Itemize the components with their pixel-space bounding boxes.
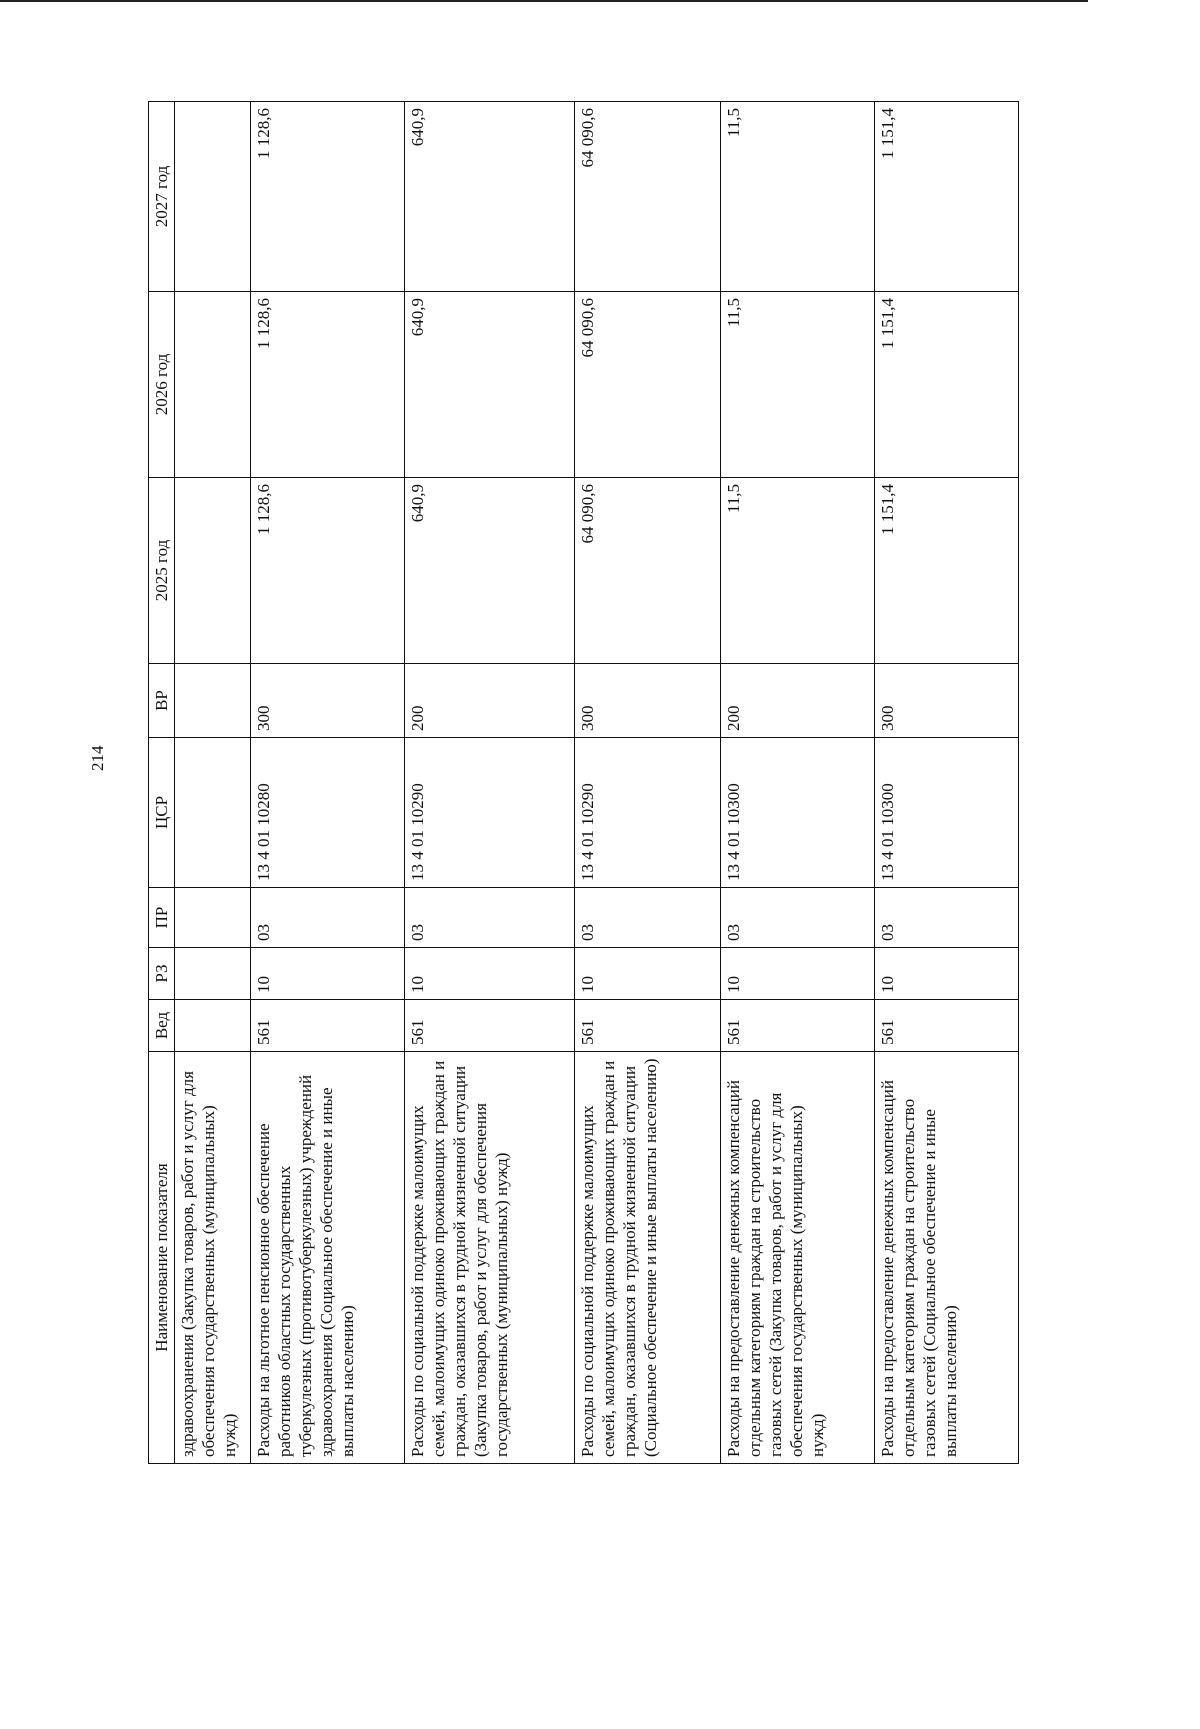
- cell-pr: 03: [251, 888, 405, 948]
- cell-vr: 200: [405, 664, 575, 738]
- budget-table-wrapper: [148, 102, 1018, 1464]
- cell-ved: 561: [575, 1000, 721, 1052]
- cell-name: здравоохранения (Закупка товаров, работ и услуг для обеспечения государственных (муниципальных) нужд): [175, 1052, 251, 1464]
- col-header-name: Наименование показателя: [149, 1052, 175, 1464]
- cell-2027: 1 128,6: [251, 102, 405, 292]
- col-header-pr: ПР: [149, 888, 175, 948]
- cell-csr: 13 4 01 10300: [875, 738, 1019, 888]
- col-header-2027: 2027 год: [149, 102, 175, 292]
- cell-2026: 11,5: [721, 292, 875, 478]
- cell-2026: 640,9: [405, 292, 575, 478]
- table-row: [575, 102, 721, 1464]
- cell-ved: 561: [405, 1000, 575, 1052]
- cell-2027: 640,9: [405, 102, 575, 292]
- col-header-vr: ВР: [149, 664, 175, 738]
- cell-ved: 561: [875, 1000, 1019, 1052]
- cell-2026: 1 128,6: [251, 292, 405, 478]
- cell-ved: 561: [251, 1000, 405, 1052]
- cell-2025: 640,9: [405, 478, 575, 664]
- cell-pr: 03: [575, 888, 721, 948]
- col-header-ved: Вед: [149, 1000, 175, 1052]
- cell-2027: 64 090,6: [575, 102, 721, 292]
- cell-vr: 300: [575, 664, 721, 738]
- cell-pr: 03: [875, 888, 1019, 948]
- cell-pr: 03: [721, 888, 875, 948]
- cell-name: Расходы на льготное пенсионное обеспечение работников областных государственных туберкулезных (противотуберкулезных) учреждений здравоохранения (Социальное обеспечение и иные выплаты населению): [251, 1052, 405, 1464]
- cell-name: Расходы на предоставление денежных компенсаций отдельным категориям граждан на строительство газовых сетей (Социальное обеспечение и иные выплаты населению): [875, 1052, 1019, 1464]
- cell-2026: 1 151,4: [875, 292, 1019, 478]
- cell-2027: 1 151,4: [875, 102, 1019, 292]
- table-row: [721, 102, 875, 1464]
- cell-csr: 13 4 01 10300: [721, 738, 875, 888]
- table-row: [875, 102, 1019, 1464]
- cell-csr: 13 4 01 10280: [251, 738, 405, 888]
- cell-pr: [175, 888, 251, 948]
- cell-2025: 1 128,6: [251, 478, 405, 664]
- cell-csr: 13 4 01 10290: [405, 738, 575, 888]
- cell-ved: [175, 1000, 251, 1052]
- cell-rz: [175, 948, 251, 1000]
- cell-vr: 300: [251, 664, 405, 738]
- col-header-2026: 2026 год: [149, 292, 175, 478]
- table-row: [251, 102, 405, 1464]
- cell-rz: 10: [875, 948, 1019, 1000]
- cell-2026: 64 090,6: [575, 292, 721, 478]
- cell-ved: 561: [721, 1000, 875, 1052]
- page-number: 214: [88, 745, 107, 771]
- cell-vr: 300: [875, 664, 1019, 738]
- cell-name: Расходы на предоставление денежных компенсаций отдельным категориям граждан на строительство газовых сетей (Закупка товаров, работ и услуг для обеспечения государственных (муниципальных) нужд): [721, 1052, 875, 1464]
- top-border-line: [0, 0, 1088, 2]
- cell-vr: 200: [721, 664, 875, 738]
- table-row: [405, 102, 575, 1464]
- cell-name: Расходы по социальной поддержке малоимущих семей, малоимущих одиноко проживающих граждан и граждан, оказавшихся в трудной жизненной ситуации (Закупка товаров, работ и услуг для обеспечения государственных (муниципальных) нужд): [405, 1052, 575, 1464]
- cell-2025: 64 090,6: [575, 478, 721, 664]
- cell-csr: 13 4 01 10290: [575, 738, 721, 888]
- budget-table: [148, 101, 1019, 1464]
- cell-2025: 11,5: [721, 478, 875, 664]
- cell-pr: 03: [405, 888, 575, 948]
- col-header-csr: ЦСР: [149, 738, 175, 888]
- col-header-rz: РЗ: [149, 948, 175, 1000]
- cell-csr: [175, 738, 251, 888]
- cell-vr: [175, 664, 251, 738]
- cell-rz: 10: [575, 948, 721, 1000]
- cell-2025: 1 151,4: [875, 478, 1019, 664]
- cell-rz: 10: [405, 948, 575, 1000]
- cell-2025: [175, 478, 251, 664]
- cell-rz: 10: [251, 948, 405, 1000]
- cell-2026: [175, 292, 251, 478]
- table-header-row: [149, 102, 175, 1464]
- cell-name: Расходы по социальной поддержке малоимущих семей, малоимущих одиноко проживающих граждан и граждан, оказавшихся в трудной жизненной ситуации (Социальное обеспечение и иные выплаты населению): [575, 1052, 721, 1464]
- cell-2027: 11,5: [721, 102, 875, 292]
- cell-2027: [175, 102, 251, 292]
- col-header-2025: 2025 год: [149, 478, 175, 664]
- table-row: [175, 102, 251, 1464]
- cell-rz: 10: [721, 948, 875, 1000]
